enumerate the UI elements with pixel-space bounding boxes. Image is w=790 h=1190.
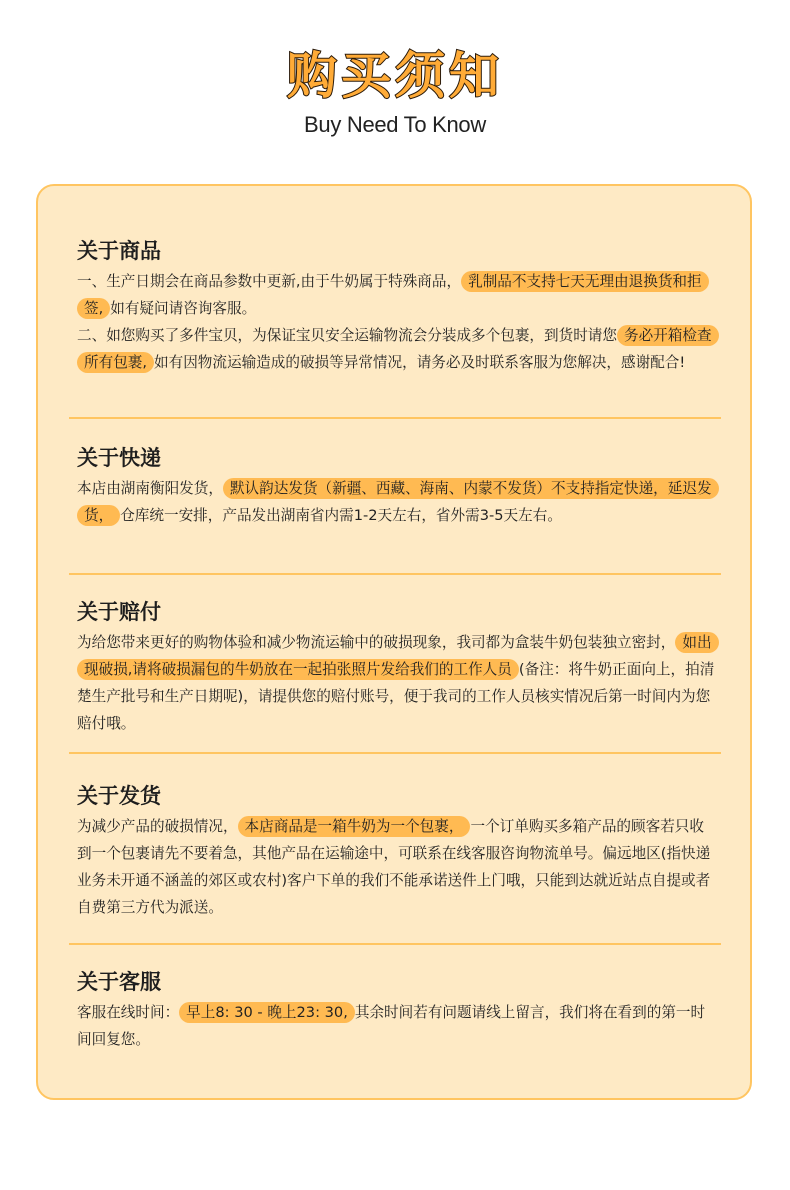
section-title: 关于快递 <box>77 446 161 470</box>
highlight-text: 早上8: 30 - 晚上23: 30, <box>179 1002 355 1023</box>
page-subtitle: Buy Need To Know <box>304 112 486 137</box>
section-customer-service <box>77 967 717 1053</box>
section-products <box>77 236 717 376</box>
section-paragraph: 为给您带来更好的购物体验和减少物流运输中的破损现象，我司都为盒装牛奶包装独立密封， 如出现破损,请将破损漏包的牛奶放在一起拍张照片发给我们的工作人员 (备注：将牛奶正面向上，拍清楚生产批号和生产日期呢)，请提供您的赔付账号，便于我司的工作人员核实情况后第一时间内为您赔付哦。 <box>77 629 717 737</box>
section-paragraph: 一、生产日期会在商品参数中更新,由于牛奶属于特殊商品， 乳制品不支持七天无理由退换货和拒签, 如有疑问请咨询客服。 <box>77 268 717 322</box>
section-title: 关于赔付 <box>77 600 161 624</box>
section-divider <box>69 417 721 419</box>
section-compensation <box>77 597 717 737</box>
section-delivery <box>77 781 717 921</box>
highlight-text: 本店商品是一箱牛奶为一个包裹， <box>238 816 471 837</box>
section-divider <box>69 573 721 575</box>
notice-card <box>36 184 752 1100</box>
highlight-text: 务必开箱检查所有包裹, <box>77 325 719 373</box>
section-title: 关于商品 <box>77 239 161 263</box>
section-paragraph: 本店由湖南衡阳发货， 默认韵达发货（新疆、西藏、海南、内蒙不发货）不支持指定快递，延迟发货， 仓库统一安排，产品发出湖南省内需1-2天左右，省外需3-5天左右。 <box>77 475 717 529</box>
section-divider <box>69 752 721 754</box>
section-paragraph: 客服在线时间： 早上8: 30 - 晚上23: 30, 其余时间若有问题请线上留言，我们将在看到的第一时间回复您。 <box>77 1004 706 1048</box>
highlight-text: 乳制品不支持七天无理由退换货和拒签, <box>77 271 709 319</box>
section-paragraph: 二、如您购买了多件宝贝，为保证宝贝安全运输物流会分装成多个包裹，到货时请您 务必开箱检查所有包裹, 如有因物流运输造成的破损等异常情况，请务必及时联系客服为您解决，感谢配合! <box>77 322 717 376</box>
highlight-text: 默认韵达发货（新疆、西藏、海南、内蒙不发货）不支持指定快递，延迟发货， <box>77 478 719 526</box>
section-title: 关于客服 <box>77 970 161 994</box>
section-paragraph: 为减少产品的破损情况， 本店商品是一箱牛奶为一个包裹， 一个订单购买多箱产品的顾客若只收到一个包裹请先不要着急，其他产品在运输途中，可联系在线客服咨询物流单号。偏远地区(指快递业务未开通不涵盖的郊区或农村)客户下单的我们不能承诺送件上门哦，只能到达就近站点自提或者自费第三方代为派送。 <box>77 818 711 916</box>
section-divider <box>69 943 721 945</box>
page-title: 购买须知 <box>287 47 503 105</box>
section-title: 关于发货 <box>77 784 161 808</box>
highlight-text: 如出现破损,请将破损漏包的牛奶放在一起拍张照片发给我们的工作人员 <box>77 632 719 680</box>
section-shipping <box>77 443 717 529</box>
page-header <box>0 40 790 138</box>
